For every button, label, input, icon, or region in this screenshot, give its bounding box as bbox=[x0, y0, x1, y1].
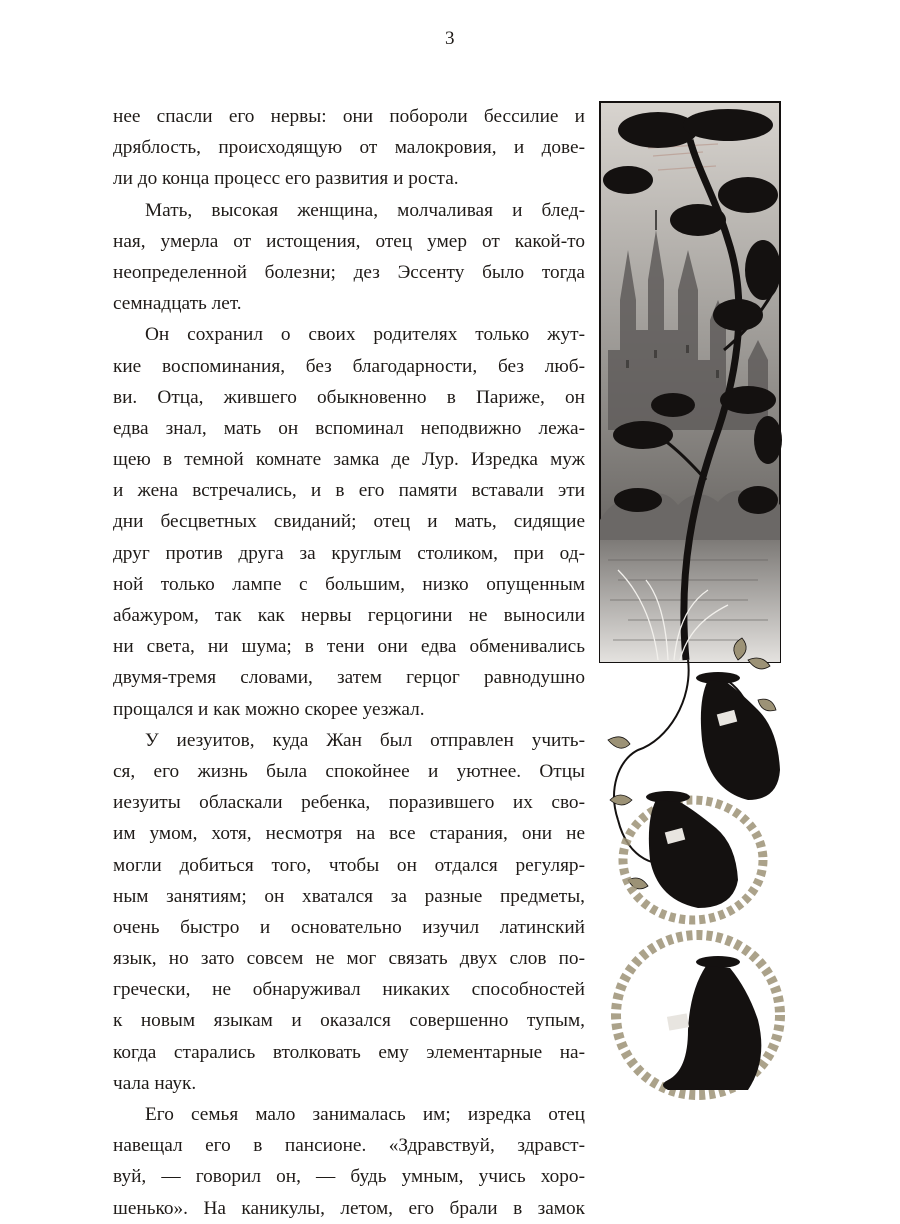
vertical-illustration bbox=[598, 100, 786, 1115]
paragraph-4-line-8: язык, но зато совсем не мог связать двух слов по- bbox=[113, 948, 585, 970]
seated-figure-3 bbox=[663, 956, 761, 1090]
paragraph-3-line-13: прощался и как можно скорее уезжал. bbox=[113, 698, 425, 720]
body-text bbox=[113, 101, 585, 1224]
paragraph-3-line-10: абажуром, так как нервы герцогини не выносили bbox=[113, 605, 585, 626]
paragraph-2-line-1: Мать, высокая женщина, молчаливая и блед- bbox=[145, 199, 585, 221]
paragraph-4-line-6: ным занятиям; он хватался за разные предметы, bbox=[113, 885, 585, 907]
paragraph-3-line-11: ни света, ни шума; в тени они едва обменивались bbox=[113, 636, 585, 658]
paragraph-5-line-4: шенько». На каникулы, летом, его брали в замок bbox=[113, 1197, 585, 1219]
paragraph-4-line-7: очень быстро и основательно изучил латинский bbox=[113, 916, 585, 938]
paragraph-4-line-3: иезуиты обласкали ребенка, поразившего их сво- bbox=[113, 792, 585, 814]
paragraph-3-line-2: кие воспоминания, без благодарности, без люб- bbox=[113, 355, 585, 377]
paragraph-3-line-5: щею в темной комнате замка де Лур. Изредка муж bbox=[113, 449, 585, 471]
paragraph-3-line-3: ви. Отца, жившего обыкновенно в Париже, он bbox=[113, 386, 585, 408]
paragraph-3-line-6: и жена встречались, и в его памяти вставали эти bbox=[113, 480, 585, 502]
paragraph-4-line-11: когда старались втолковать ему элементарные на- bbox=[113, 1041, 585, 1063]
paragraph-4-line-10: к новым языкам и оказался совершенно тупым, bbox=[113, 1010, 585, 1032]
paragraph-4-line-12: чала наук. bbox=[113, 1072, 197, 1094]
page-number: 3 bbox=[445, 28, 455, 49]
paragraph-1-line-1: нее спасли его нервы: они побороли бессилие и bbox=[113, 106, 585, 127]
paragraph-4-line-5: могли добиться того, чтобы он отдался регуляр- bbox=[113, 854, 585, 876]
paragraph-1-line-2: дряблость, происходящую от малокровия, и дове- bbox=[113, 137, 585, 159]
paragraph-4-line-1: У иезуитов, куда Жан был отправлен учить- bbox=[145, 729, 585, 751]
paragraph-3-line-12: двумя-тремя словами, затем герцог равнодушно bbox=[113, 667, 585, 689]
paragraph-2-line-2: ная, умерла от истощения, отец умер от какой-то bbox=[113, 230, 585, 252]
paragraph-4-line-4: им умом, хотя, несмотря на все старания, они не bbox=[113, 823, 585, 845]
paragraph-1-line-3: ли до конца процесс его развития и роста. bbox=[113, 168, 459, 190]
paragraph-2-line-4: семнадцать лет. bbox=[113, 293, 242, 315]
illustration-svg bbox=[598, 100, 786, 1115]
seated-figure-2 bbox=[646, 791, 738, 908]
paragraph-3-line-7: дни бесцветных свиданий; отец и мать, сидящие bbox=[113, 511, 585, 533]
paragraph-4-line-2: ся, его жизнь была спокойнее и уютнее. Отцы bbox=[113, 760, 585, 782]
paragraph-3-line-4: едва знал, мать он вспоминал неподвижно лежа- bbox=[113, 417, 585, 439]
paragraphs bbox=[113, 101, 585, 1224]
paragraph-2-line-3: неопределенной болезни; дез Эссенту было тогда bbox=[113, 261, 585, 283]
paragraph-3-line-1: Он сохранил о своих родителях только жут- bbox=[145, 324, 585, 346]
paragraph-5-line-3: вуй, — говорил он, — будь умным, учись хоро- bbox=[113, 1166, 585, 1188]
paragraph-5-line-1: Его семья мало занималась им; изредка отец bbox=[145, 1104, 585, 1125]
paragraph-4-line-9: гречески, не обнаруживал никаких способностей bbox=[113, 979, 585, 1001]
paragraph-3-line-9: ной только лампе с большим, низко опущенным bbox=[113, 573, 585, 595]
paragraph-3-line-8: друг против друга за круглым столиком, при од- bbox=[113, 542, 585, 564]
landscape-panel bbox=[600, 102, 782, 662]
paragraph-5-line-2: навещал его в пансионе. «Здравствуй, здравст- bbox=[113, 1135, 585, 1157]
